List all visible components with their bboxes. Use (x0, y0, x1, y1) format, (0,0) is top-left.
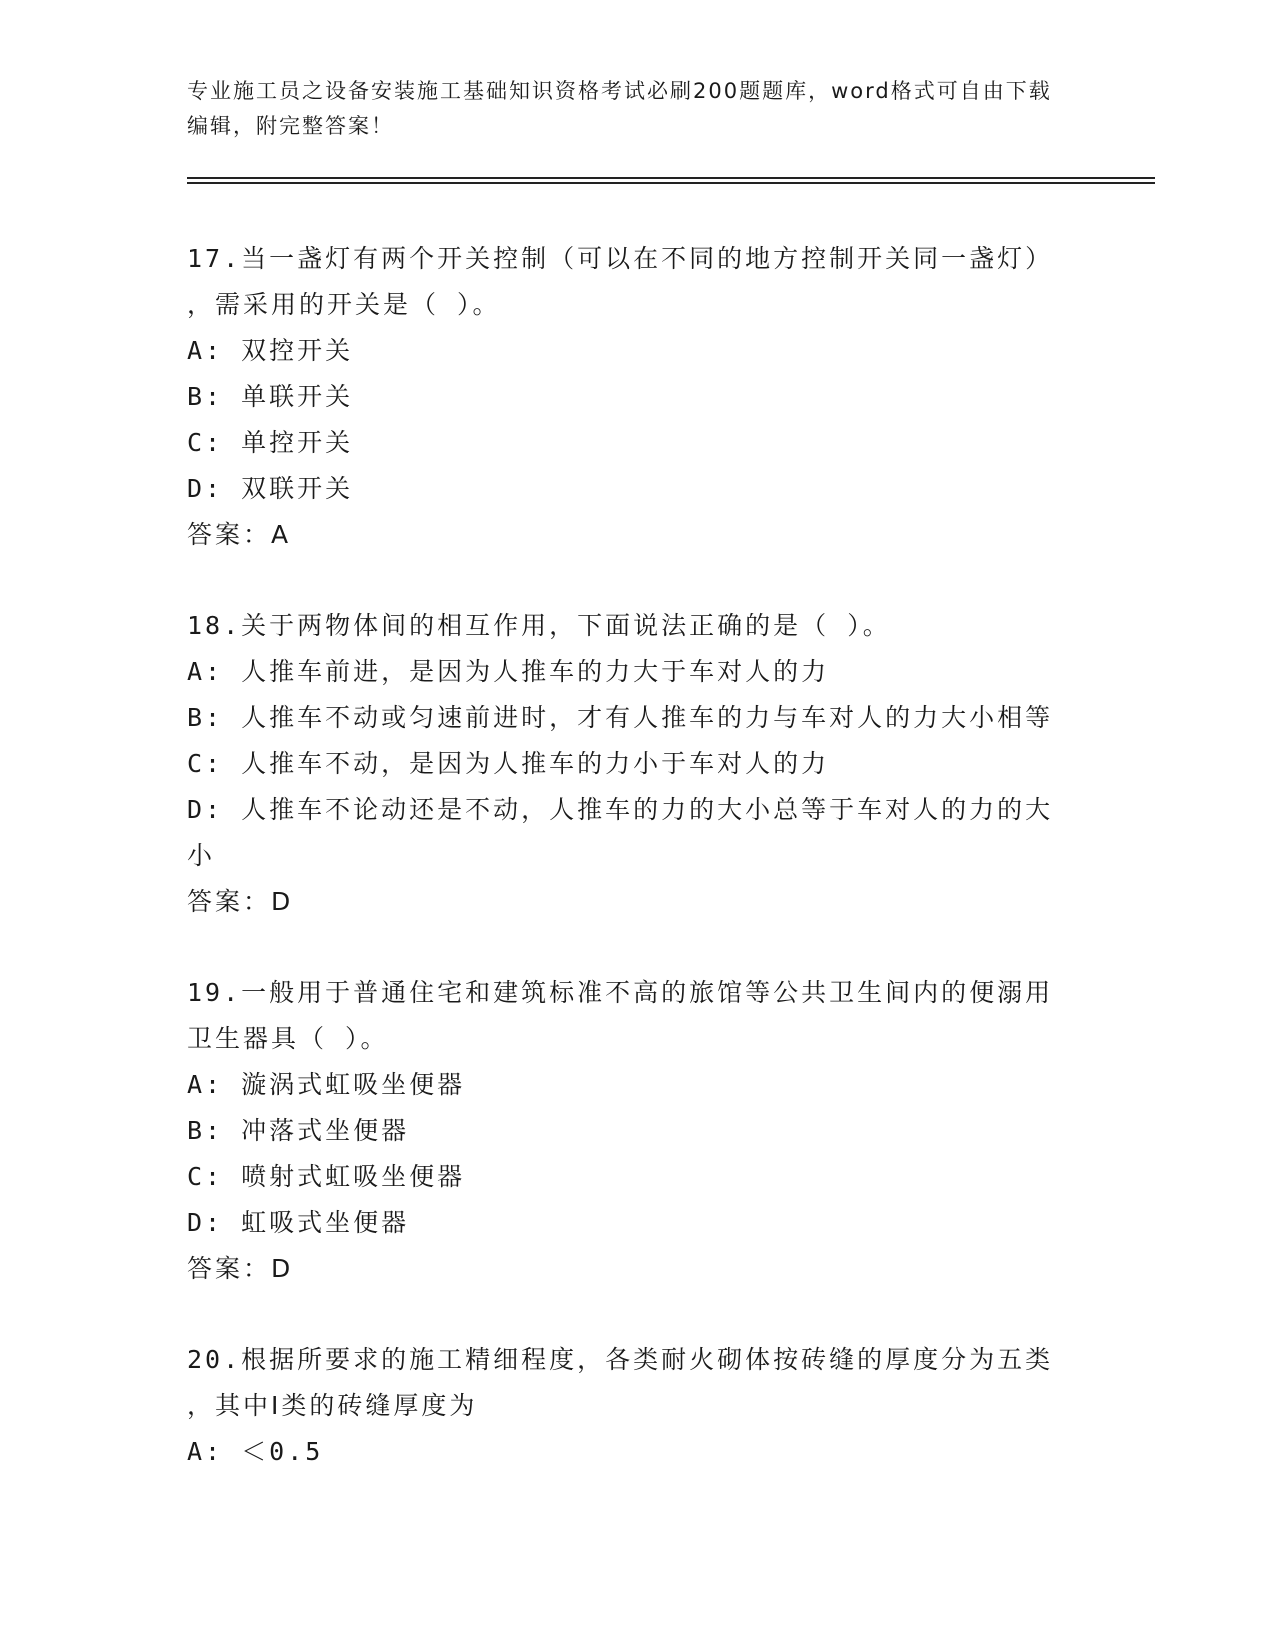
header-divider-top (187, 177, 1155, 179)
option-a: A: 漩涡式虹吸坐便器 (187, 1070, 466, 1099)
answer-line (187, 512, 1087, 558)
option-b: B: 人推车不动或匀速前进时，才有人推车的力与车对人的力大小相等 (187, 703, 1054, 732)
answer-line (187, 1246, 1087, 1292)
header-divider-bottom (187, 182, 1155, 184)
option-d: D: 人推车不论动还是不动，人推车的力的大小总等于车对人的力的大 (187, 795, 1054, 824)
option-c: C: 单控开关 (187, 428, 354, 457)
answer-line (187, 879, 1087, 925)
question-20 (187, 1337, 1087, 1475)
option-a: A: ＜0.5 (187, 1437, 324, 1466)
question-stem: 20.根据所要求的施工精细程度，各类耐火砌体按砖缝的厚度分为五类 (187, 1345, 1054, 1374)
option-c: C: 喷射式虹吸坐便器 (187, 1162, 466, 1191)
question-list (187, 236, 1087, 1475)
option-d: D: 双联开关 (187, 474, 354, 503)
question-stem: 17.当一盏灯有两个开关控制（可以在不同的地方控制开关同一盏灯） (187, 244, 1054, 273)
option-a: A: 双控开关 (187, 336, 354, 365)
answer-label: 答案： (187, 1254, 272, 1283)
answer-value: A (271, 520, 292, 549)
option-d-continued: 小 (187, 841, 216, 870)
option-b: B: 冲落式坐便器 (187, 1116, 410, 1145)
question-stem: ，其中Ⅰ类的砖缝厚度为 (187, 1391, 478, 1420)
answer-value: D (271, 1254, 294, 1283)
answer-value: D (271, 887, 294, 916)
answer-label: 答案： (187, 520, 272, 549)
question-stem: 19.一般用于普通住宅和建筑标准不高的旅馆等公共卫生间内的便溺用 (187, 978, 1054, 1007)
question-19 (187, 970, 1087, 1292)
answer-label: 答案： (187, 887, 272, 916)
option-d: D: 虹吸式坐便器 (187, 1208, 410, 1237)
question-17 (187, 236, 1087, 558)
question-stem: ，需采用的开关是（ ）。 (187, 290, 501, 319)
question-stem: 18.关于两物体间的相互作用，下面说法正确的是（ ）。 (187, 611, 891, 640)
option-b: B: 单联开关 (187, 382, 354, 411)
question-stem: 卫生器具（ ）。 (187, 1024, 389, 1053)
option-c: C: 人推车不动，是因为人推车的力小于车对人的力 (187, 749, 830, 778)
option-a: A: 人推车前进，是因为人推车的力大于车对人的力 (187, 657, 830, 686)
question-18 (187, 603, 1087, 925)
document-header: 专业施工员之设备安装施工基础知识资格考试必刷200题题库，word格式可自由下载编辑，附完整答案！ (187, 79, 1052, 138)
